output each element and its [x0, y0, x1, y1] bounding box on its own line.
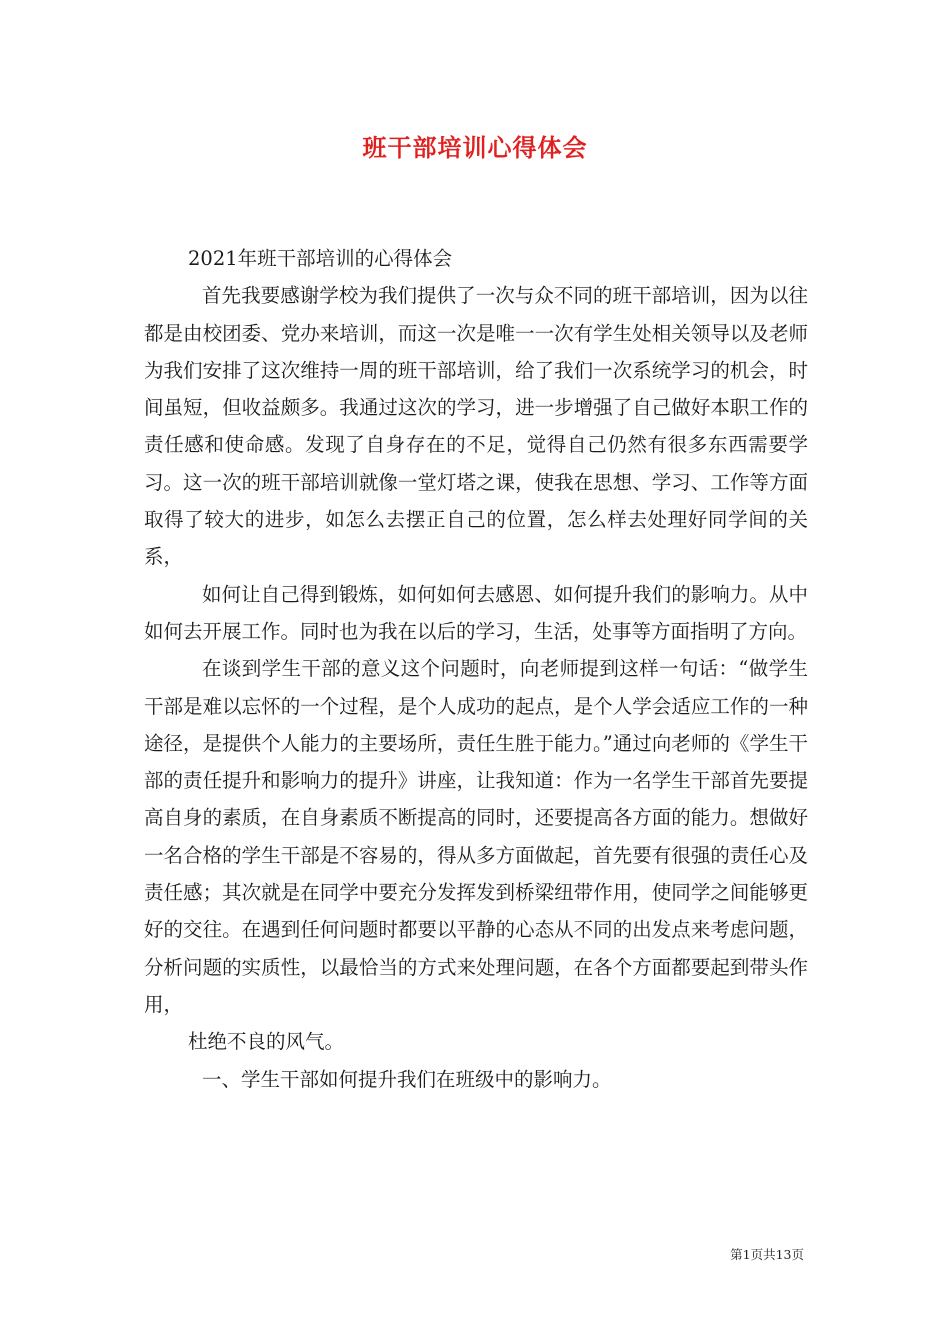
document-body — [144, 240, 808, 1098]
document-subtitle: 2021年班干部培训的心得体会 — [188, 247, 453, 270]
document-title: 班干部培训心得体会 — [362, 133, 588, 162]
paragraph-1: 首先我要感谢学校为我们提供了一次与众不同的班干部培训，因为以往都是由校团委、党办来培训，而这一次是唯一一次有学生处相关领导以及老师为我们安排了这次维持一周的班干部培训，给了我们一次系统学习的机会，时间虽短，但收益颇多。我通过这次的学习，进一步增强了自己做好本职工作的责任感和使命感。发现了自身存在的不足，觉得自己仍然有很多东西需要学习。这一次的班干部培训就像一堂灯塔之课，使我在思想、学习、工作等方面取得了较大的进步，如怎么去摆正自己的位置，怎么样去处理好同学间的关系， — [144, 284, 808, 569]
paragraph-2: 如何让自己得到锻炼，如何如何去感恩、如何提升我们的影响力。从中如何去开展工作。同时也为我在以后的学习，生活，处事等方面指明了方向。 — [144, 582, 808, 643]
paragraph-continuation: 杜绝不良的风气。 — [188, 1030, 345, 1054]
page-number: 第1页共13页 — [730, 1247, 804, 1262]
section-heading: 一、学生干部如何提升我们在班级中的影响力。 — [202, 1067, 612, 1091]
paragraph-3: 在谈到学生干部的意义这个问题时，向老师提到这样一句话：“做学生干部是难以忘怀的一个过程，是个人成功的起点，是个人学会适应工作的一种途径，是提供个人能力的主要场所，责任生胜于能力。”通过向老师的《学生干部的责任提升和影响力的提升》讲座，让我知道：作为一名学生干部首先要提高自身的素质，在自身素质不断提高的同时，还要提高各方面的能力。想做好一名合格的学生干部是不容易的，得从多方面做起，首先要有很强的责任心及责任感；其次就是在同学中要充分发挥发到桥梁纽带作用，使同学之间能够更好的交往。在遇到任何问题时都要以平静的心态从不同的出发点来考虑问题，分析问题的实质性，以最恰当的方式来处理问题，在各个方面都要起到带头作用， — [144, 657, 808, 1016]
